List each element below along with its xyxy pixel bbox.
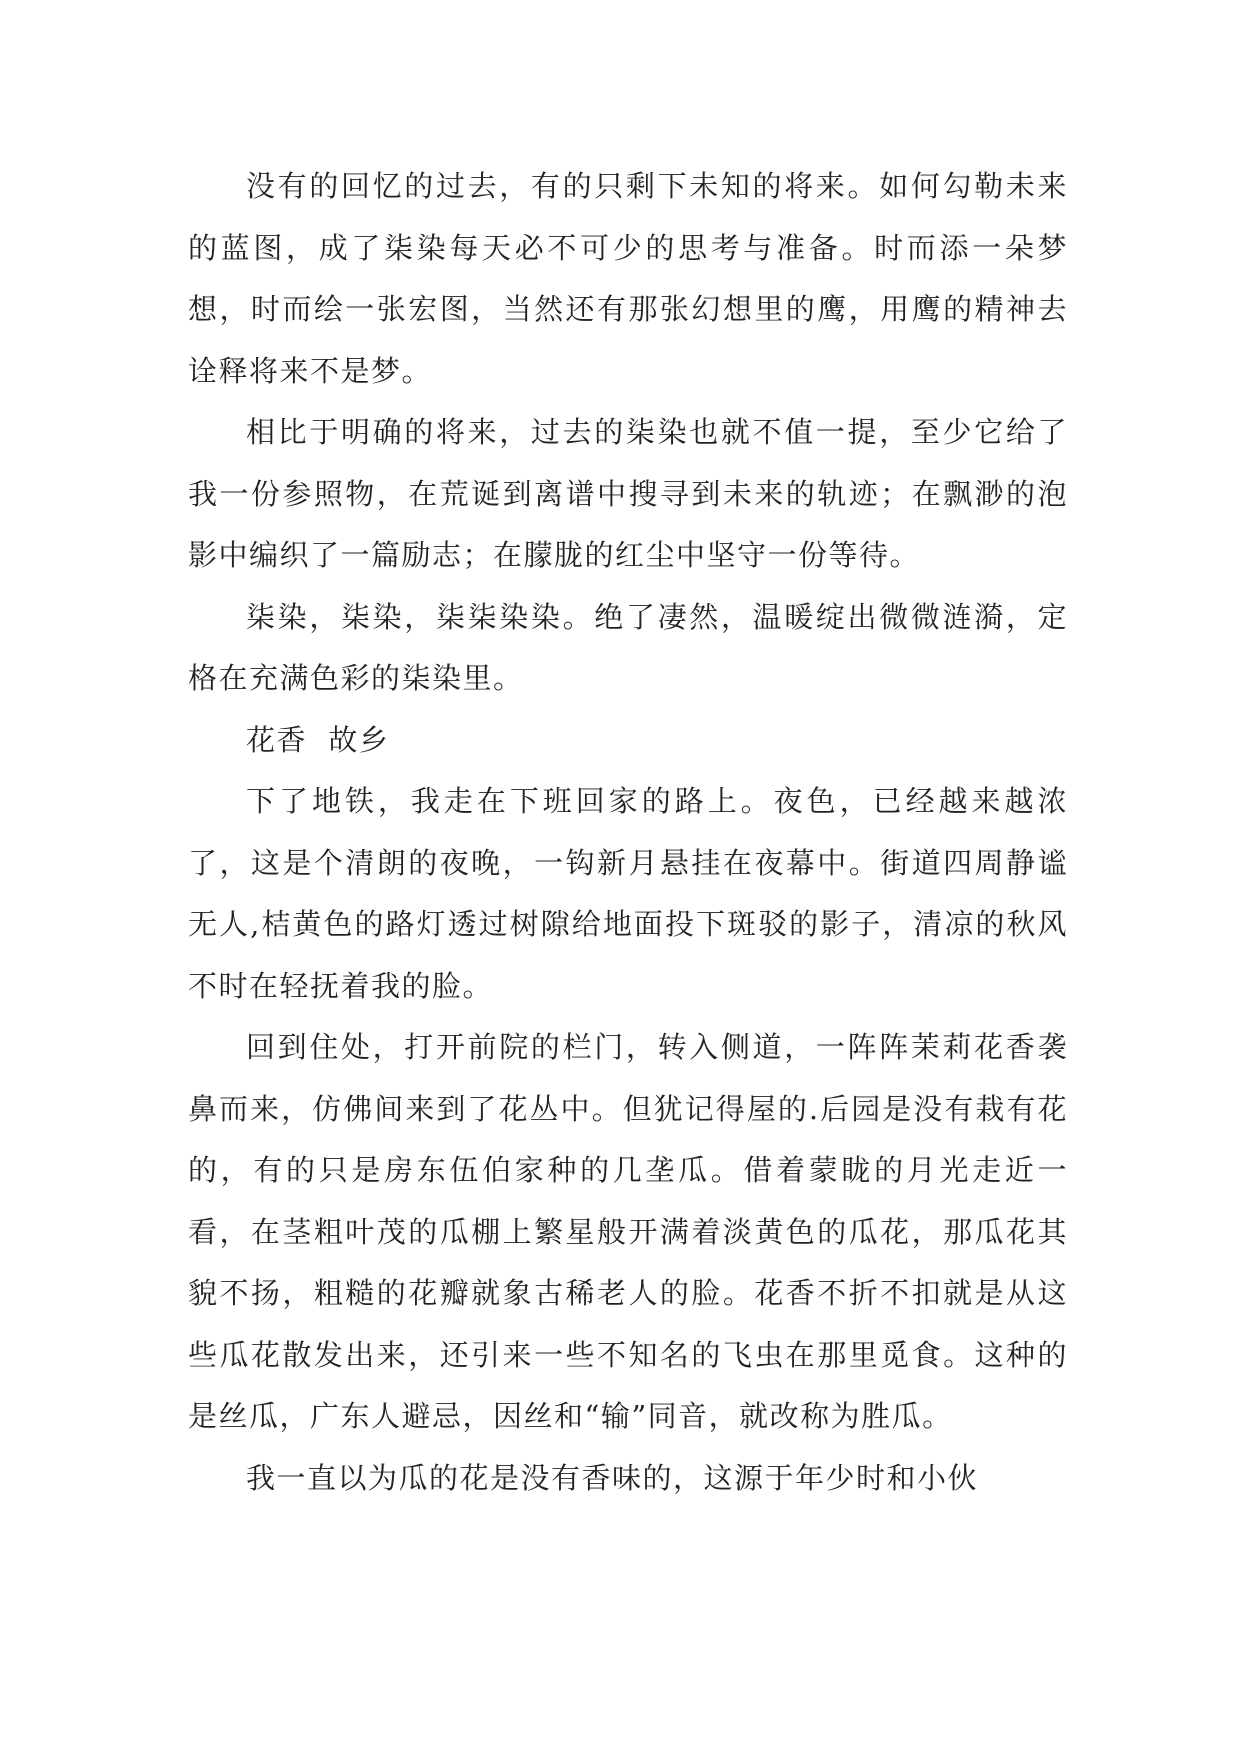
paragraph-1: 没有的回忆的过去，有的只剩下未知的将来。如何勾勒未来的蓝图，成了柒染每天必不可少的思考与准备。时而添一朵梦想，时而绘一张宏图，当然还有那张幻想里的鹰，用鹰的精神去诠释将来不是梦。	[188, 169, 1068, 388]
section-title: 花香 故乡	[246, 722, 390, 757]
paragraph-3: 柒染，柒染，柒柒染染。绝了凄然，温暖绽出微微涟漪，定格在充满色彩的柒染里。	[188, 599, 1068, 695]
paragraph-6: 我一直以为瓜的花是没有香味的，这源于年少时和小伙	[246, 1460, 979, 1495]
paragraph-5: 回到住处，打开前院的栏门，转入侧道，一阵阵茉莉花香袭鼻而来，仿佛间来到了花丛中。但犹记得屋的.后园是没有栽有花的，有的只是房东伍伯家种的几垄瓜。借着蒙眬的月光走近一看，在茎粗叶茂的瓜棚上繁星般开满着淡黄色的瓜花，那瓜花其貌不扬，粗糙的花瓣就象古稀老人的脸。花香不折不扣就是从这些瓜花散发出来，还引来一些不知名的飞虫在那里觅食。这种的是丝瓜，广东人避忌，因丝和“输”同音，就改称为胜瓜。	[188, 1030, 1068, 1433]
paragraph-2: 相比于明确的将来，过去的柒染也就不值一提，至少它给了我一份参照物，在荒诞到离谱中搜寻到未来的轨迹；在飘渺的泡影中编织了一篇励志；在朦胧的红尘中坚守一份等待。	[188, 415, 1068, 572]
document-body	[188, 156, 1068, 1509]
paragraph-4: 下了地铁，我走在下班回家的路上。夜色，已经越来越浓了，这是个清朗的夜晚，一钩新月悬挂在夜幕中。街道四周静谧无人,桔黄色的路灯透过树隙给地面投下斑驳的影子，清凉的秋风不时在轻抚着我的脸。	[188, 784, 1068, 1003]
